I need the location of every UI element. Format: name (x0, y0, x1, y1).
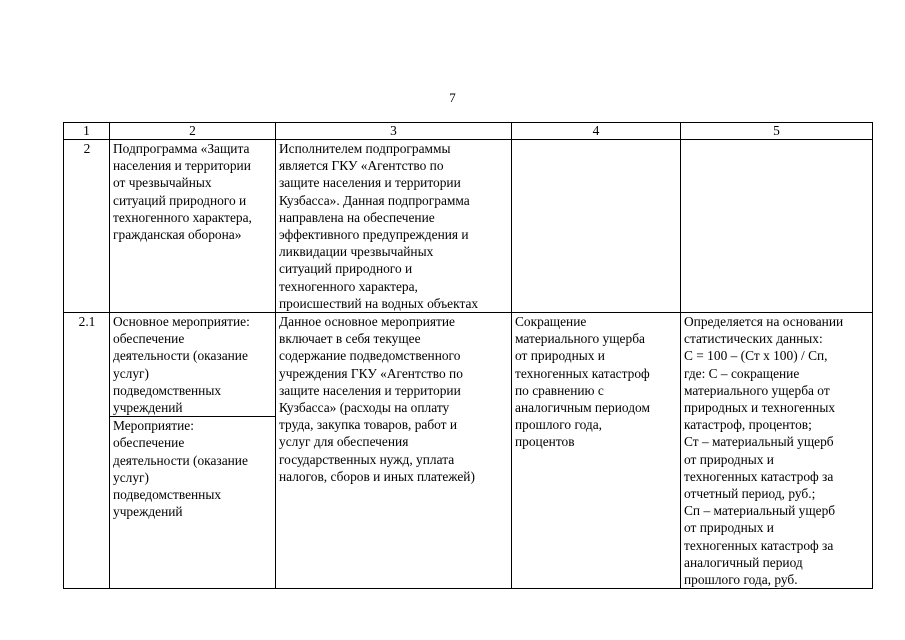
header-cell-2: 2 (110, 123, 276, 140)
subprogram-method (681, 140, 873, 313)
subprogram-name: Подпрограмма «Защита населения и территории от чрезвычайных ситуаций природного и техногенного характера, гражданская оборона» (110, 140, 276, 313)
header-cell-5: 5 (681, 123, 873, 140)
page-number: 7 (449, 90, 456, 105)
main-activity-name: Основное мероприятие: обеспечение деятельности (оказание услуг) подведомственных учреждений (110, 313, 276, 417)
activity-name: Мероприятие: обеспечение деятельности (оказание услуг) подведомственных учреждений (110, 417, 276, 589)
main-activity-description: Данное основное мероприятие включает в себя текущее содержание подведомственного учреждения ГКУ «Агентство по защите населения и территории Кузбасса» (расходы на оплату труда, закупка товаров, работ и услуг для обеспечения государственных нужд, уплата налогов, сборов и иных платежей) (276, 313, 512, 589)
row-number: 2 (64, 140, 110, 313)
subprogram-indicator (512, 140, 681, 313)
header-cell-3: 3 (276, 123, 512, 140)
table-header-row (64, 123, 873, 140)
header-cell-4: 4 (512, 123, 681, 140)
main-activity-indicator: Сокращение материального ущерба от природных и техногенных катастроф по сравнению с аналогичным периодом прошлого года, процентов (512, 313, 681, 589)
row-number: 2.1 (64, 313, 110, 589)
table-row-main-activity (64, 313, 873, 417)
program-table (63, 122, 873, 589)
table-row-subprogram (64, 140, 873, 313)
subprogram-description: Исполнителем подпрограммы является ГКУ «Агентство по защите населения и территории Кузбасса». Данная подпрограмма направлена на обеспечение эффективного предупреждения и ликвидации чрезвычайных ситуаций природного и техногенного характера, происшествий на водных объектах (276, 140, 512, 313)
header-cell-1: 1 (64, 123, 110, 140)
main-activity-method: Определяется на основании статистических данных: С = 100 – (Ст х 100) / Сп, где: С – сокращение материального ущерба от природных и техногенных катастроф, процентов; Ст – материальный ущерб от природных и техногенных катастроф за отчетный период, руб.; Сп – материальный ущерб от природных и техногенных катастроф за аналогичный период прошлого года, руб. (681, 313, 873, 589)
